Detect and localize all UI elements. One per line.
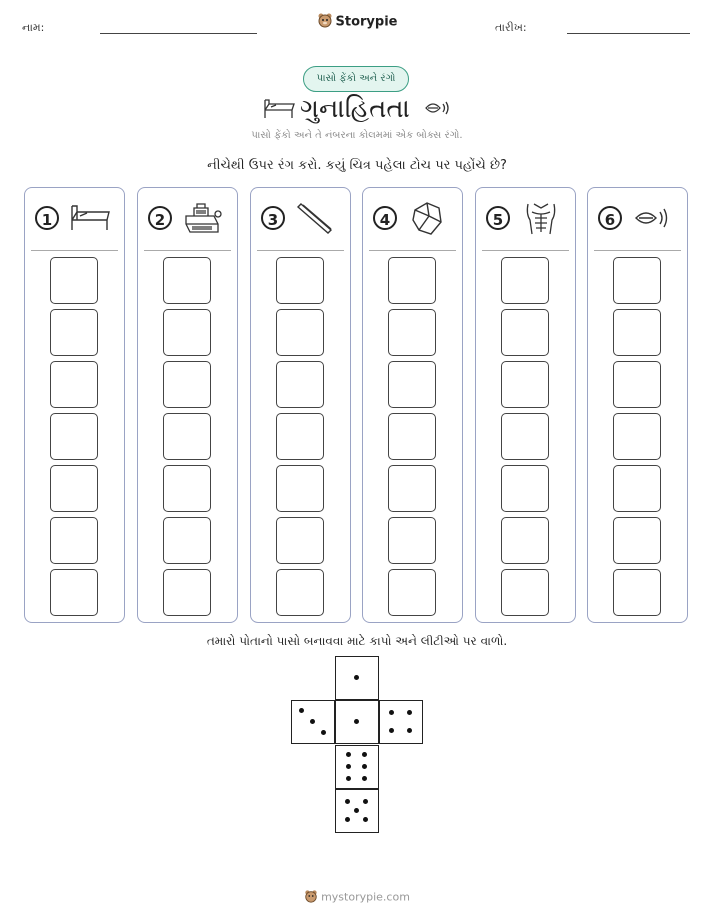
page-title: ગુનાહિતતા [300, 94, 410, 124]
brand-text: Storypie [335, 14, 398, 30]
color-box[interactable] [163, 361, 211, 408]
bear-logo-icon [317, 12, 333, 32]
dice-pip [354, 675, 359, 680]
color-box[interactable] [613, 413, 661, 460]
color-box[interactable] [388, 569, 436, 616]
color-box[interactable] [276, 361, 324, 408]
color-box[interactable] [388, 257, 436, 304]
dice-pip [354, 719, 359, 724]
dice-pip [362, 764, 367, 769]
dice-pip [346, 764, 351, 769]
dice-pip [310, 719, 315, 724]
color-box[interactable] [276, 257, 324, 304]
color-box[interactable] [613, 361, 661, 408]
color-box[interactable] [501, 465, 549, 512]
dice-pip [362, 776, 367, 781]
color-box[interactable] [163, 517, 211, 564]
dice-pip [345, 799, 350, 804]
dice-column-6 [587, 187, 688, 623]
dice-face-1 [335, 700, 379, 744]
date-label: તારીખ: [495, 21, 527, 34]
footer [0, 889, 714, 906]
color-box[interactable] [50, 309, 98, 356]
column-number: 5 [486, 206, 510, 230]
color-box[interactable] [276, 413, 324, 460]
question-text: નીચેથી ઉપર રંગ કરો. કયું ચિત્ર પહેલા ટોચ પર પહોંચે છે? [207, 158, 507, 173]
dice-pip [299, 708, 304, 713]
mouth-sound-icon [632, 200, 674, 236]
dice-pip [407, 710, 412, 715]
color-box[interactable] [501, 309, 549, 356]
dice-pip [346, 752, 351, 757]
color-box[interactable] [501, 413, 549, 460]
instructions: પાસો ફેંકો અને તે નંબરના કોલમમાં એક બોક્સ રંગો. [251, 130, 463, 141]
color-box[interactable] [613, 309, 661, 356]
color-box[interactable] [50, 361, 98, 408]
color-box[interactable] [613, 465, 661, 512]
color-box[interactable] [50, 517, 98, 564]
dice-pip [345, 817, 350, 822]
torso-icon [520, 200, 562, 236]
color-box[interactable] [388, 361, 436, 408]
color-box[interactable] [50, 569, 98, 616]
color-box[interactable] [613, 517, 661, 564]
color-box[interactable] [50, 413, 98, 460]
dice-pip [354, 808, 359, 813]
color-box[interactable] [276, 517, 324, 564]
color-box[interactable] [613, 257, 661, 304]
bear-logo-icon [304, 889, 318, 906]
dice-column-4 [362, 187, 463, 623]
color-box[interactable] [501, 257, 549, 304]
dice-pip [321, 730, 326, 735]
dice-pip [362, 752, 367, 757]
dice-column-3 [250, 187, 351, 623]
color-box[interactable] [388, 465, 436, 512]
dice-face-4 [379, 700, 423, 744]
column-divider [594, 250, 681, 251]
toolbox-icon [182, 200, 224, 236]
color-box[interactable] [501, 361, 549, 408]
name-label: નામ: [22, 21, 45, 34]
bed-icon [69, 200, 111, 236]
dice-pip [389, 728, 394, 733]
color-box[interactable] [163, 465, 211, 512]
column-divider [257, 250, 344, 251]
brand-logo [0, 12, 714, 32]
color-box[interactable] [388, 413, 436, 460]
cut-instruction: તમારો પોતાનો પાસો બનાવવા માટે કાપો અને લીટીઓ પર વાળો. [206, 634, 508, 648]
color-box[interactable] [163, 257, 211, 304]
dice-pip [363, 817, 368, 822]
column-divider [369, 250, 456, 251]
activity-badge: પાસો ફેંકો અને રંગો [303, 66, 409, 92]
column-number: 3 [261, 206, 285, 230]
column-number: 1 [35, 206, 59, 230]
color-box[interactable] [163, 569, 211, 616]
column-divider [31, 250, 118, 251]
stick-icon [295, 200, 337, 236]
dice-pip [346, 776, 351, 781]
mouth-sound-icon [425, 99, 451, 117]
date-line[interactable] [567, 33, 690, 34]
dice-column-1 [24, 187, 125, 623]
dice-column-2 [137, 187, 238, 623]
column-number: 4 [373, 206, 397, 230]
color-box[interactable] [388, 309, 436, 356]
color-box[interactable] [276, 569, 324, 616]
column-divider [482, 250, 569, 251]
color-box[interactable] [501, 517, 549, 564]
column-number: 2 [148, 206, 172, 230]
dice-pip [389, 710, 394, 715]
dice-face-3 [291, 700, 335, 744]
color-box[interactable] [501, 569, 549, 616]
dice-face-1 [335, 656, 379, 700]
dice-pip [363, 799, 368, 804]
color-box[interactable] [163, 309, 211, 356]
column-divider [144, 250, 231, 251]
color-box[interactable] [388, 517, 436, 564]
color-box[interactable] [50, 465, 98, 512]
color-box[interactable] [276, 465, 324, 512]
footer-url[interactable]: mystorypie.com [321, 890, 410, 904]
dice-face-6 [335, 745, 379, 789]
dice-pip [407, 728, 412, 733]
color-box[interactable] [163, 413, 211, 460]
dice-column-5 [475, 187, 576, 623]
rock-icon [407, 200, 449, 236]
dice-face-5 [335, 789, 379, 833]
color-box[interactable] [50, 257, 98, 304]
color-box[interactable] [276, 309, 324, 356]
bed-icon [262, 96, 296, 122]
column-number: 6 [598, 206, 622, 230]
color-box[interactable] [613, 569, 661, 616]
name-line[interactable] [100, 33, 257, 34]
